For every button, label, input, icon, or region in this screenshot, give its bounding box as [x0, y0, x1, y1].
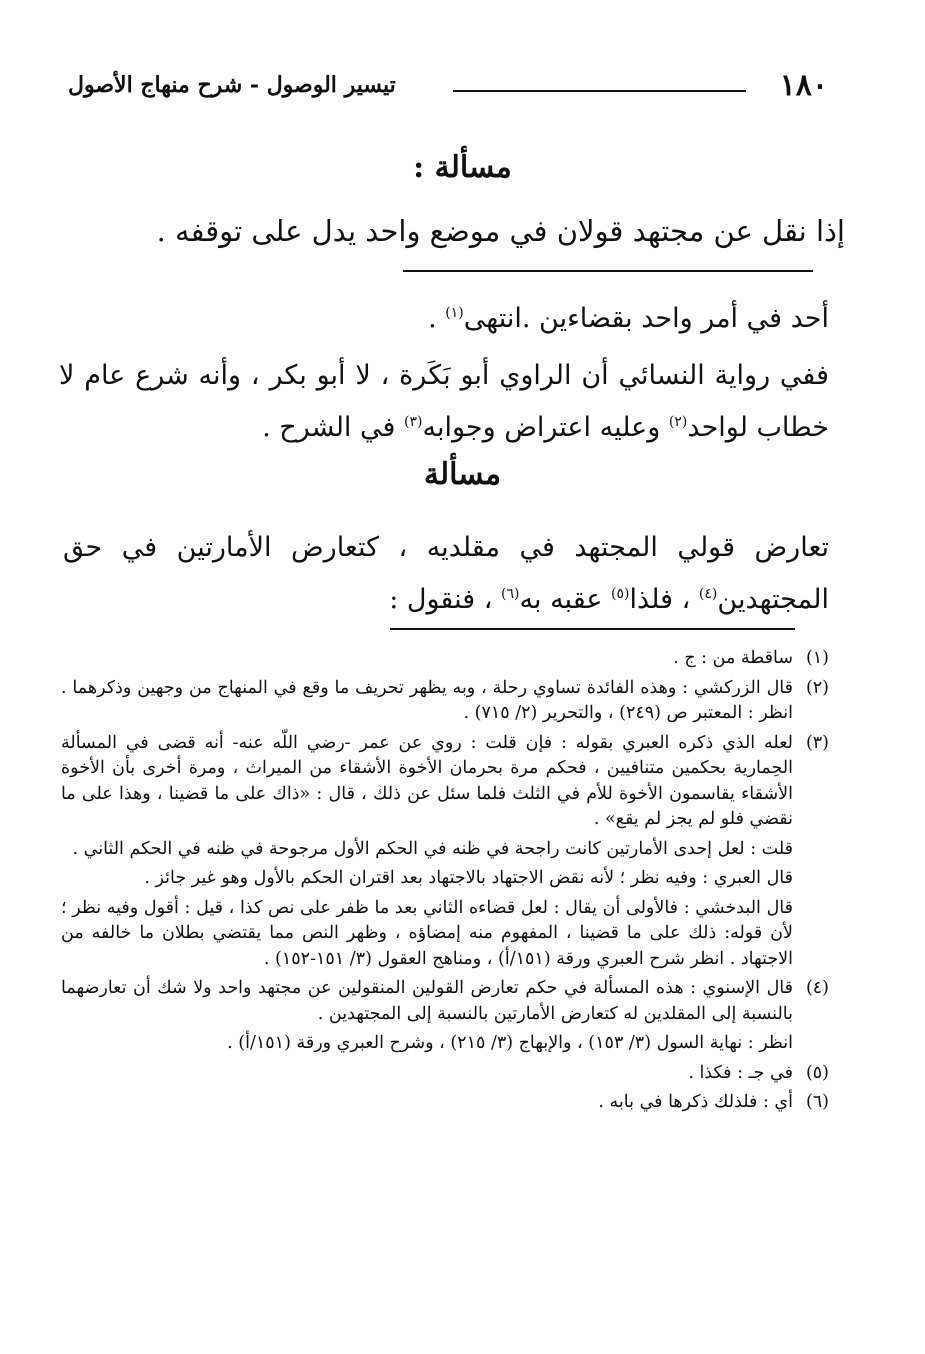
footnote-text: أي : فلذلك ذكرها في بابه . — [598, 1092, 793, 1112]
header-rule — [453, 90, 746, 92]
body-text: عقبه به — [519, 584, 612, 615]
section-heading: مسألة : — [413, 150, 512, 185]
footnote-1 — [61, 646, 829, 672]
footnote-3-ibri: قال العبري : وفيه نظر ؛ لأنه نقض الاجتهاد بالاجتهاد بعد اقتران الحكم بالأول وهو غير جائز . — [144, 868, 793, 888]
body-paragraph — [59, 352, 829, 451]
footnote-3-badakhshi: قال البدخشي : فالأولى أن يقال : لعل قضاءه الثاني بعد ما ظفر على نص كذا ، قيل : أقول وفيه نظر ؛ لأن قوله: ذلك على ما قضينا ، المفهوم منه إمضاؤه ، وظهر النص مما يقتضي بطلان ما خالفه من الاجتهاد . انظر شرح العبري ورقة (١٥١/أ) ، ومناهج العقول (٣/ ١٥١-١٥٢) . — [61, 897, 793, 969]
body-paragraph — [59, 290, 829, 342]
footnote-number: (٣) — [805, 732, 829, 753]
footnote-3 — [61, 731, 829, 833]
footnote-text: في جـ : فكذا . — [688, 1062, 793, 1083]
footnote-number: (٥) — [805, 1062, 829, 1083]
section-heading: مسألة — [423, 457, 502, 492]
body-text: ، فنقول : — [389, 584, 502, 615]
footnote-3-question: قلت : لعل إحدى الأمارتين كانت راجحة في ظنه في الحكم الأول مرجوحة في ظنه في الحكم الثاني . — [72, 838, 793, 859]
running-title: تيسير الوصول - شرح منهاج الأصول — [68, 72, 396, 98]
footnote-4-reference: انظر : نهاية السول (٣/ ١٥٣) ، والإبهاج (٣/ ٢١٥) ، وشرح العبري ورقة (١٥١/أ) . — [227, 1033, 793, 1053]
footnote-number: (٢) — [805, 677, 829, 698]
footnote-number: (١) — [805, 648, 829, 668]
footnote-4 — [61, 976, 829, 1027]
footnotes — [61, 646, 829, 1120]
body-text: . — [428, 303, 446, 334]
body-text: أحد في أمر واحد بقضاءين .انتهى — [463, 303, 829, 334]
body-text: ، فلذا — [629, 584, 699, 615]
footnote-ref: (٦) — [501, 586, 520, 602]
matn-text: إذا نقل عن مجتهد قولان في موضع واحد يدل على توقفه . — [156, 214, 845, 248]
footnote-separator — [390, 628, 795, 630]
footnote-text: قال الإسنوي : هذه المسألة في حكم تعارض القولين المنقولين عن مجتهد واحد ولا شك أن تعارضهما بالنسبة إلى المقلدين له كتعارض الأمارتين بالنسبة إلى المجتهدين . — [61, 978, 793, 1024]
footnote-text: لعله الذي ذكره العبري بقوله : فإن قلت : روي عن عمر -رضي اللّه عنه- أنه قضى في المسألة الحِمارية بحكمين متنافيين ، فحكم مرة بحرمان الأخوة الأشقاء من الميراث ، ومرة أخرى بأن الأخوة الأشقاء يقاسمون الأخوة للأم في الثلث فلما سئل عن ذلك ، قال : «ذاك على ما قضينا ، وهذا على ما نقضي فلو لم يجز لم يقع» . — [61, 732, 793, 829]
footnote-ref: (٣) — [404, 414, 423, 430]
footnote-text: ساقطة من : ج . — [673, 648, 793, 668]
footnote-text: قال الزركشي : وهذه الفائدة تساوي رحلة ، وبه يظهر تحريف ما وقع في المنهاج من وجهين وذكرهما . انظر : المعتبر ص (٢٤٩) ، والتحرير (٢/ ٧١٥) . — [61, 677, 793, 723]
page-number: ١٨٠ — [779, 68, 828, 103]
body-paragraph — [63, 524, 829, 623]
footnote-ref: (٤) — [698, 586, 718, 602]
footnote-number: (٤) — [805, 978, 829, 998]
body-text: تعارض قولي المجتهد في مقلديه ، كتعارض الأمارتين في حق المجتهدين — [63, 532, 829, 615]
footnote-6 — [61, 1090, 829, 1116]
body-text: في الشرح . — [262, 412, 405, 443]
footnote-ref: (٢) — [668, 414, 688, 430]
footnote-ref: (٥) — [611, 586, 630, 602]
footnote-2 — [61, 676, 829, 727]
footnote-ref: (١) — [445, 305, 464, 321]
page-header — [68, 68, 828, 108]
footnote-5 — [61, 1061, 829, 1087]
body-text: ففي رواية النسائي أن الراوي أبو بَكَرة ، لا أبو بكر ، وأنه شرع عام لا خطاب لواحد — [59, 360, 829, 443]
matn-underline — [403, 270, 813, 272]
footnote-number: (٦) — [805, 1092, 829, 1112]
body-text: وعليه اعتراض وجوابه — [422, 412, 669, 443]
